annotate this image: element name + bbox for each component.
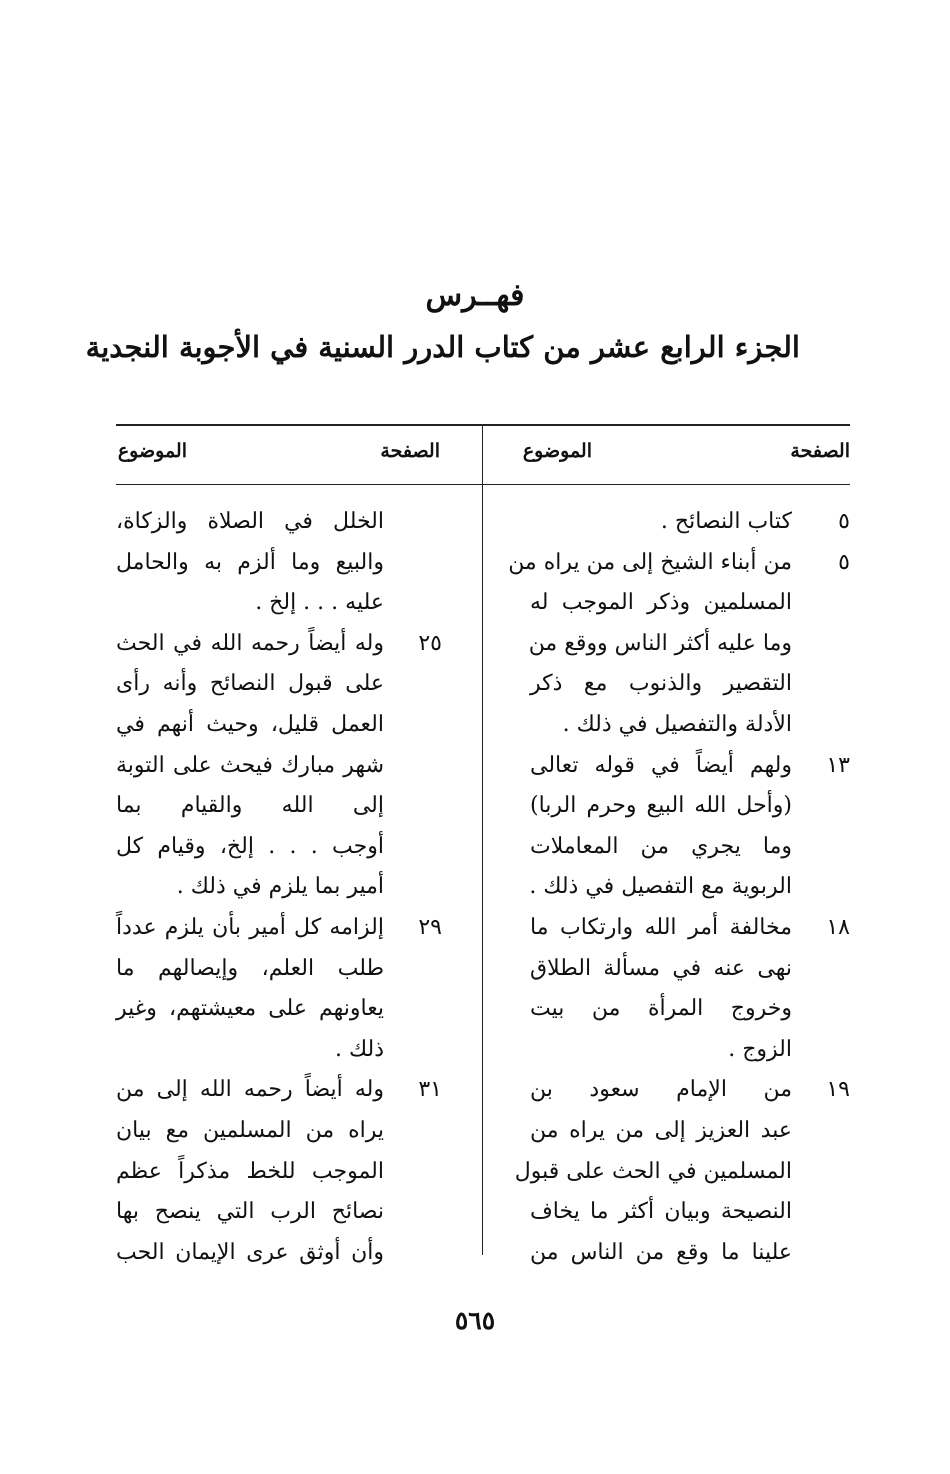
left-topic-header: الموضوع: [117, 440, 187, 462]
left-index-column: [62, 502, 442, 1273]
entry-line: وأن أوثق عرى الإيمان الحب: [116, 1239, 384, 1265]
index-entry: [62, 502, 442, 624]
entry-page-number: ٥: [838, 549, 850, 575]
index-title: فهــرس: [425, 278, 525, 313]
entry-line: المسلمين في الحث على قبول: [514, 1158, 792, 1184]
entry-topic: [116, 624, 384, 908]
column-divider: [482, 425, 483, 1255]
entry-line: على قبول النصائح وأنه رأى: [116, 671, 384, 697]
entry-line: وما يجري من المعاملات: [530, 833, 792, 859]
table-header-rule: [116, 484, 850, 485]
entry-topic: [508, 543, 792, 746]
entry-line: نصائح الرب التي ينصح بها: [116, 1199, 384, 1225]
entry-page-number: ٣١: [418, 1077, 442, 1103]
index-entry: [490, 502, 850, 543]
entry-line: إلزامه كل أمير بأن يلزم عدداً: [116, 914, 384, 940]
entry-line: نهى عنه في مسألة الطلاق: [530, 955, 792, 981]
index-entry: [62, 624, 442, 908]
entry-line: الخلل في الصلاة والزكاة،: [116, 509, 384, 534]
entry-line: وله أيضاً رحمه الله إلى من: [116, 1077, 384, 1103]
page-number: ٥٦٥: [454, 1306, 496, 1335]
entry-line: وما عليه أكثر الناس ووقع من: [528, 630, 792, 656]
index-entry: [62, 908, 442, 1070]
entry-topic: [530, 502, 792, 543]
entry-line: يعاونهم على معيشتهم، وغير: [116, 996, 384, 1022]
entry-page-number: ٢٩: [418, 914, 442, 940]
entry-line: من أبناء الشيخ إلى من يراه من: [508, 549, 792, 575]
entry-line: كتاب النصائح .: [660, 509, 792, 534]
entry-page-number: ١٣: [826, 752, 850, 778]
entry-line: النصيحة وبيان أكثر ما يخاف: [530, 1199, 792, 1225]
entry-line: الموجب للخط مذكراً عظم: [116, 1158, 384, 1184]
entry-line: (وأحل الله البيع وحرم الربا): [530, 793, 792, 819]
entry-line: المسلمين وذكر الموجب له: [530, 590, 792, 616]
entry-page-number: ١٩: [826, 1077, 850, 1103]
entry-line: والبيع وما ألزم به والحامل: [116, 549, 384, 575]
entry-line: من الإمام سعود بن: [530, 1077, 792, 1103]
entry-line: أوجب . . . إلخ، وقيام كل: [116, 833, 384, 859]
index-entry: [490, 908, 850, 1070]
right-index-column: [490, 502, 850, 1273]
entry-line: وله أيضاً رحمه الله في الحث: [116, 630, 384, 656]
entry-line: ذلك .: [334, 1036, 384, 1062]
entry-topic: [116, 1070, 384, 1273]
entry-line: الزوج .: [728, 1036, 792, 1062]
entry-line: وخروج المرأة من بيت: [530, 996, 792, 1022]
entry-line: شهر مبارك فيحث على التوبة: [116, 752, 384, 778]
index-entry: [490, 543, 850, 746]
entry-line: عبد العزيز إلى من يراه من: [530, 1117, 792, 1143]
entry-line: مخالفة أمر الله وارتكاب ما: [530, 914, 792, 940]
entry-line: إلى الله والقيام بما: [116, 793, 384, 819]
entry-line: التقصير والذنوب مع ذكر: [530, 671, 792, 697]
entry-line: الأدلة والتفصيل في ذلك .: [562, 711, 792, 737]
entry-page-number: ١٨: [826, 914, 850, 940]
entry-topic: [514, 1070, 792, 1273]
right-page-header: الصفحة: [790, 440, 850, 462]
volume-subtitle: الجزء الرابع عشر من كتاب الدرر السنية في الأجوبة النجدية: [85, 330, 800, 364]
entry-topic: [530, 746, 792, 908]
entry-line: علينا ما وقع من الناس من: [530, 1239, 792, 1265]
entry-line: الربوية مع التفصيل في ذلك .: [529, 874, 792, 900]
entry-line: يراه من المسلمين مع بيان: [116, 1117, 384, 1143]
right-topic-header: الموضوع: [522, 440, 592, 462]
entry-page-number: ٢٥: [418, 630, 442, 656]
index-entry: [490, 1070, 850, 1273]
entry-topic: [116, 908, 384, 1070]
entry-line: عليه . . . إلخ .: [255, 590, 384, 616]
entry-line: طلب العلم، وإيصالهم ما: [116, 955, 384, 981]
table-top-rule: [116, 424, 850, 426]
left-page-header: الصفحة: [380, 440, 440, 462]
index-entry: [62, 1070, 442, 1273]
entry-line: العمل قليل، وحيث أنهم في: [116, 711, 384, 737]
index-entry: [490, 746, 850, 908]
entry-line: ولهم أيضاً في قوله تعالى: [530, 752, 792, 778]
entry-topic: [116, 502, 384, 624]
entry-line: أمير بما يلزم في ذلك .: [176, 874, 384, 900]
entry-page-number: ٥: [838, 509, 850, 534]
entry-topic: [530, 908, 792, 1070]
